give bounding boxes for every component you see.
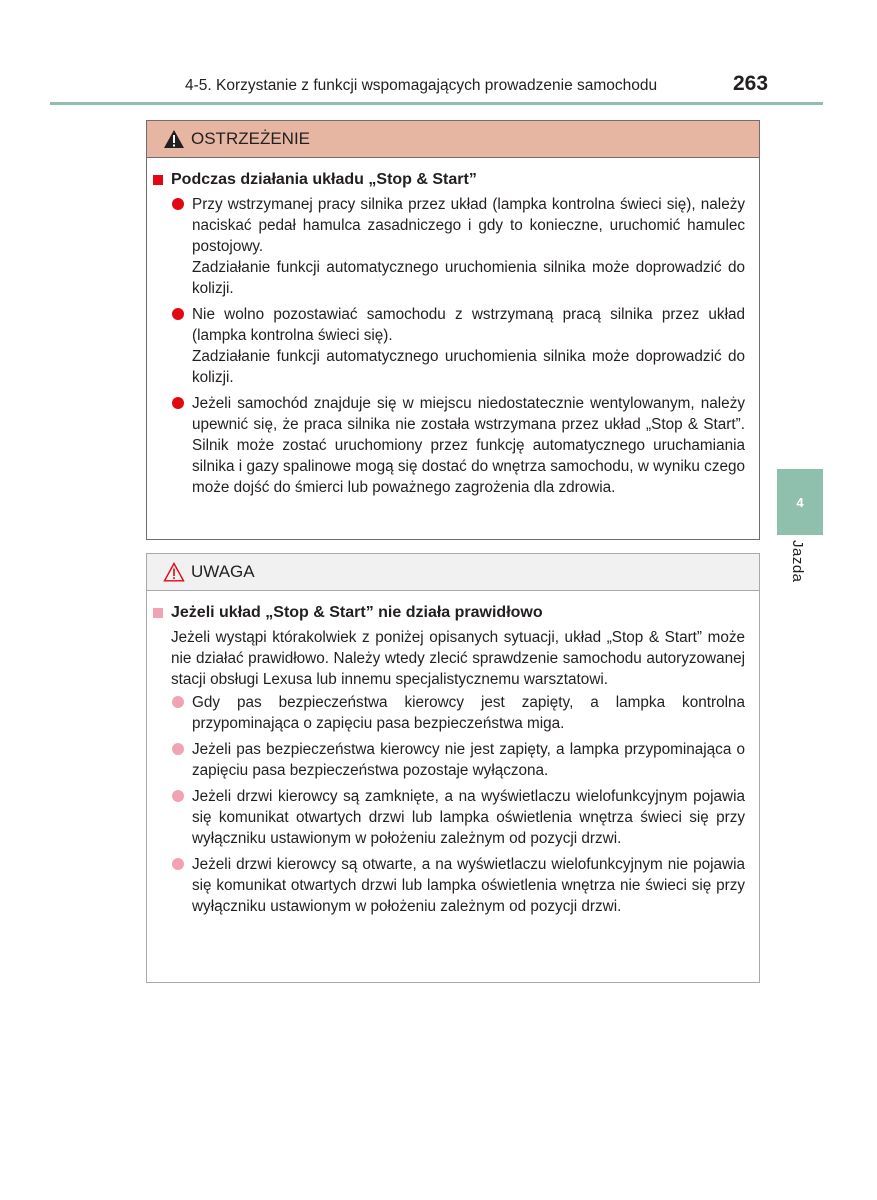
item-text: Jeżeli samochód znajduje się w miejscu niedostatecznie wentylowanym, należy upewnić się, że praca silnika nie została wstrzymana przez układ „Stop & Start”. Silnik może zostać uruchomiony przez funkcję automatycznego uruchamiania silnika i gazy spalinowe mogą się dostać do wnętrza samochodu, w wyniku czego może dojść do śmierci lub poważnego zagrożenia dla zdrowia. bbox=[192, 395, 745, 496]
item-text: Zadziałanie funkcji automatycznego uruchomienia silnika może doprowadzić do kolizji. bbox=[192, 348, 745, 386]
chapter-number: 4 bbox=[796, 494, 804, 510]
warning-body bbox=[147, 158, 759, 498]
bullet-dot-icon bbox=[172, 743, 184, 755]
bullet-dot-icon bbox=[172, 198, 184, 210]
warning-heading: OSTRZEŻENIE bbox=[191, 129, 311, 148]
warning-section-title: Podczas działania układu „Stop & Start” bbox=[171, 171, 477, 188]
list-item bbox=[153, 304, 745, 388]
square-bullet-icon bbox=[153, 175, 163, 185]
bullet-dot-icon bbox=[172, 790, 184, 802]
warning-header bbox=[147, 121, 759, 158]
item-text: Nie wolno pozostawiać samochodu z wstrzymaną pracą silnika przez układ (lampka kontrolna świeci się). bbox=[192, 306, 745, 344]
bullet-dot-icon bbox=[172, 308, 184, 320]
caution-triangle-icon bbox=[163, 562, 185, 582]
warning-section bbox=[153, 170, 745, 190]
item-text: Jeżeli drzwi kierowcy są otwarte, a na wyświetlaczu wielofunkcyjnym nie pojawia się komunikat otwartych drzwi lub lampka oświetlenia wnętrza nie świeci się przy wyłączniku ustawionym w położeniu zależnym od pozycji drzwi. bbox=[192, 856, 745, 915]
chapter-tab bbox=[777, 469, 823, 535]
warning-triangle-icon bbox=[163, 129, 185, 149]
warning-box bbox=[146, 120, 760, 540]
bullet-dot-icon bbox=[172, 858, 184, 870]
header-title: 4-5. Korzystanie z funkcji wspomagających prowadzenie samochodu bbox=[185, 77, 658, 94]
list-item bbox=[153, 854, 745, 917]
caution-intro: Jeżeli wystąpi którakolwiek z poniżej opisanych sytuacji, układ „Stop & Start” może nie działać prawidłowo. Należy wtedy zlecić sprawdzenie samochodu autoryzowanej stacji obsługi Lexusa lub innemu specjalistycznemu warsztatowi. bbox=[171, 629, 745, 688]
list-item bbox=[153, 692, 745, 734]
item-text: Jeżeli drzwi kierowcy są zamknięte, a na wyświetlaczu wielofunkcyjnym pojawia się komunikat otwartych drzwi lub lampka oświetlenia wnętrza świeci się przy wyłączniku ustawionym w położeniu zależnym od pozycji drzwi. bbox=[192, 788, 745, 847]
caution-body bbox=[147, 591, 759, 917]
item-text: Zadziałanie funkcji automatycznego uruchomienia silnika może doprowadzić do kolizji. bbox=[192, 259, 745, 297]
caution-box bbox=[146, 553, 760, 983]
caution-header bbox=[147, 554, 759, 591]
list-item bbox=[153, 393, 745, 498]
bullet-dot-icon bbox=[172, 397, 184, 409]
list-item bbox=[153, 786, 745, 849]
item-text: Gdy pas bezpieczeństwa kierowcy jest zapięty, a lampka kontrolna przypominająca o zapięciu pasa bezpieczeństwa miga. bbox=[192, 694, 745, 732]
list-item bbox=[153, 194, 745, 299]
square-bullet-icon bbox=[153, 608, 163, 618]
item-text: Przy wstrzymanej pracy silnika przez układ (lampka kontrolna świeci się), należy naciskać pedał hamulca zasadniczego i gdy to konieczne, uruchomić hamulec postojowy. bbox=[192, 196, 745, 255]
bullet-dot-icon bbox=[172, 696, 184, 708]
item-text: Jeżeli pas bezpieczeństwa kierowcy nie jest zapięty, a lampka przypominająca o zapięciu pasa bezpieczeństwa pozostaje wyłączona. bbox=[192, 741, 745, 779]
caution-heading: UWAGA bbox=[191, 562, 255, 581]
header-rule bbox=[50, 102, 823, 105]
list-item bbox=[153, 739, 745, 781]
caution-section-title: Jeżeli układ „Stop & Start” nie działa prawidłowo bbox=[171, 604, 543, 621]
caution-section bbox=[153, 603, 745, 623]
chapter-label: Jazda bbox=[789, 540, 806, 583]
page-number: 263 bbox=[733, 72, 769, 95]
